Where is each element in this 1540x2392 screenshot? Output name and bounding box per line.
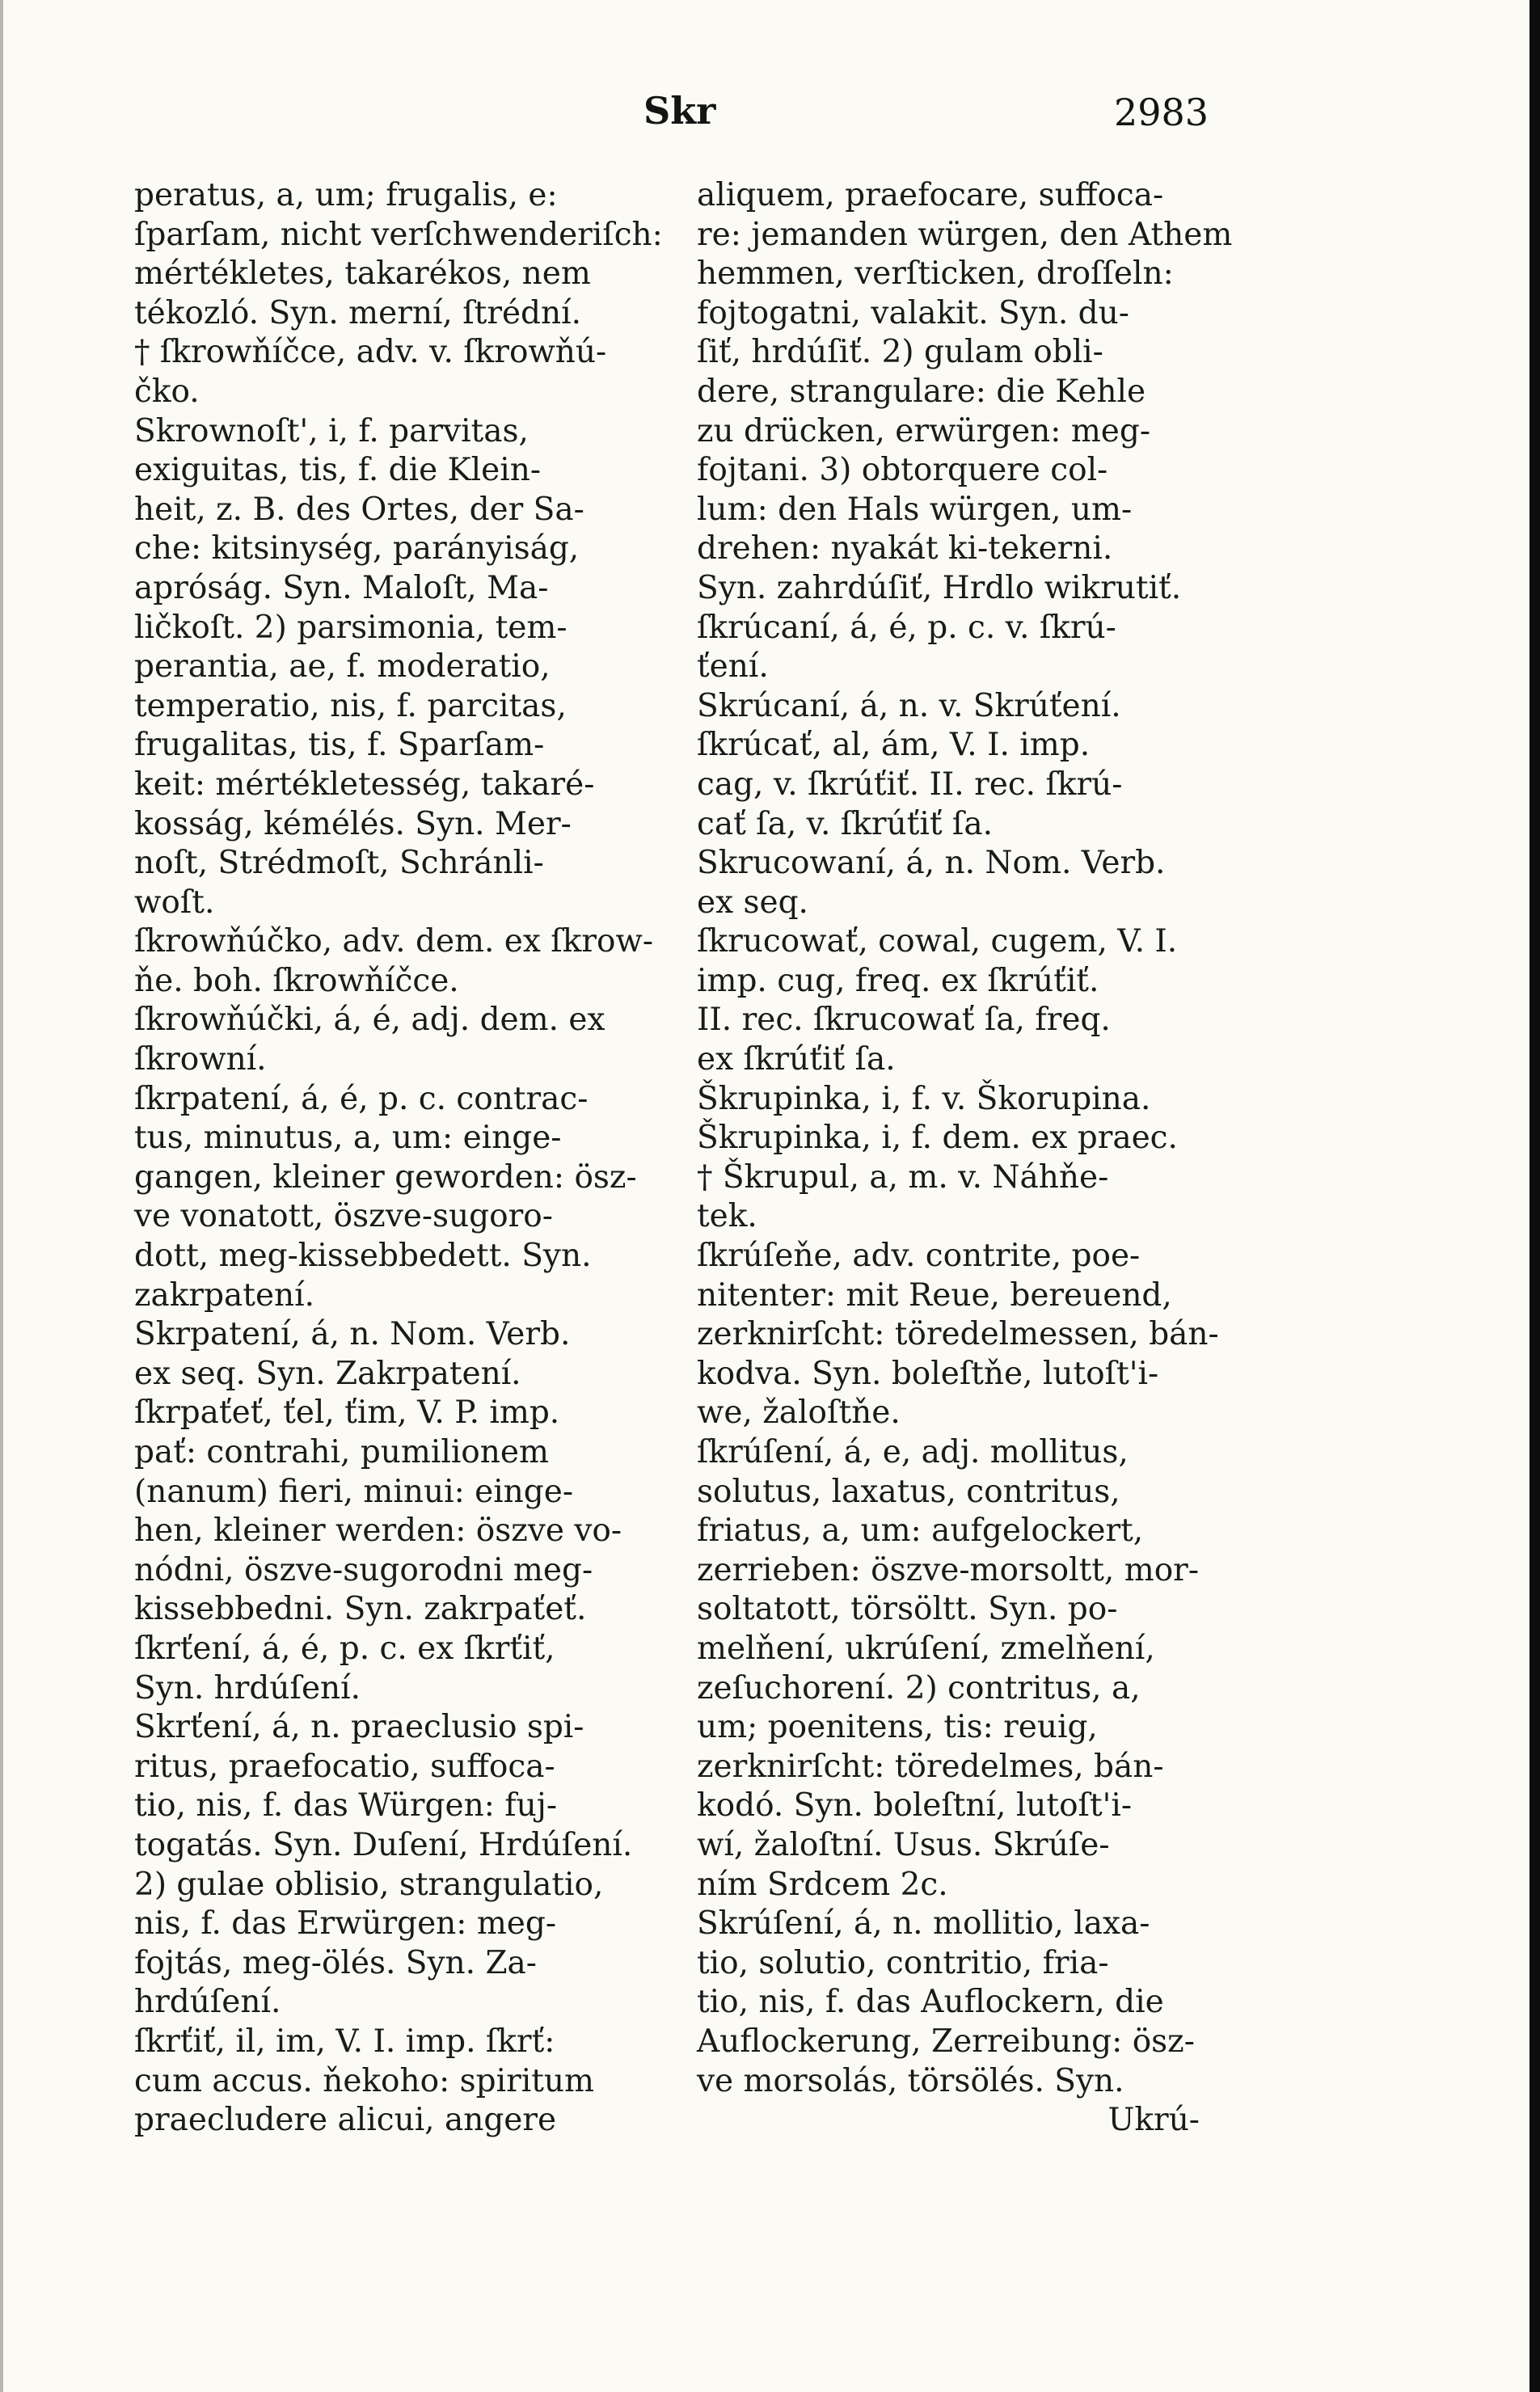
text-line: hrdúſení. — [134, 1984, 281, 2021]
text-line: kosság, kémélés. Syn. Mer- — [134, 805, 572, 842]
text-line: ličkoſt. 2) parsimonia, tem- — [134, 609, 567, 646]
page-left-edge — [0, 0, 3, 2392]
text-line: ſkrucowať, cowal, cugem, V. I. — [697, 923, 1178, 960]
text-line: čko. — [134, 373, 200, 410]
text-line: zerknirſcht: töredelmes, bán- — [697, 1748, 1164, 1785]
text-line: ex seq. Syn. Zakrpatení. — [134, 1355, 521, 1392]
text-line: cať ſa, v. ſkrúťiť ſa. — [697, 805, 993, 842]
text-line: Syn. hrdúſení. — [134, 1669, 361, 1706]
text-line: exiguitas, tis, f. die Klein- — [134, 452, 542, 489]
text-line: tek. — [697, 1198, 757, 1235]
text-line: ex seq. — [697, 884, 808, 921]
text-line: ſkrúcaní, á, é, p. c. v. ſkrú- — [697, 609, 1116, 646]
text-line: imp. cug, freq. ex ſkrúťiť. — [697, 962, 1099, 999]
text-line: ſkrpatení, á, é, p. c. contrac- — [134, 1080, 589, 1117]
text-line: dott, meg-kissebbedett. Syn. — [134, 1238, 592, 1275]
text-line: perantia, ae, f. moderatio, — [134, 648, 551, 686]
text-line: ſkrowňúčki, á, é, adj. dem. ex — [134, 1002, 605, 1039]
text-line: Skrúcaní, á, n. v. Skrúťení. — [697, 687, 1121, 724]
text-line: ním Srdcem 2c. — [697, 1866, 948, 1903]
text-line: noſt, Strédmoſt, Schránli- — [134, 845, 544, 882]
text-line: (nanum) fieri, minui: einge- — [134, 1473, 574, 1510]
text-line: ſkrúſeňe, adv. contrite, poe- — [697, 1238, 1141, 1275]
text-line: Skrťení, á, n. praeclusio spi- — [134, 1709, 584, 1746]
text-line: zeſuchorení. 2) contritus, a, — [697, 1669, 1141, 1706]
text-line: re: jemanden würgen, den Athem — [697, 216, 1233, 253]
text-line: ťení. — [697, 648, 769, 686]
text-line: tio, nis, f. das Auflockern, die — [697, 1984, 1164, 2021]
text-line: ſkrpaťeť, ťel, ťim, V. P. imp. — [134, 1394, 560, 1432]
text-line: hen, kleiner werden: öszve vo- — [134, 1512, 622, 1550]
text-line: tékozló. Syn. merní, ſtrédní. — [134, 294, 582, 331]
text-line: Syn. zahrdúſiť, Hrdlo wikrutiť. — [697, 569, 1182, 606]
text-line: Skrownoſt', i, f. parvitas, — [134, 412, 529, 449]
text-line: tio, nis, f. das Würgen: fuj- — [134, 1787, 558, 1825]
text-line: ſiť, hrdúſiť. 2) gulam obli- — [697, 334, 1103, 371]
text-line: wí, žaloſtní. Usus. Skrúſe- — [697, 1826, 1110, 1863]
text-line: hemmen, verſticken, droſſeln: — [697, 255, 1174, 293]
text-line: frugalitas, tis, f. Sparſam- — [134, 727, 545, 764]
text-line: friatus, a, um: aufgelockert, — [697, 1512, 1144, 1550]
text-line: Ukrú- — [1108, 2102, 1200, 2139]
text-line: zu drücken, erwürgen: meg- — [697, 412, 1151, 449]
text-line: apróság. Syn. Maloſt, Ma- — [134, 569, 549, 606]
text-line: aliquem, praefocare, suffoca- — [697, 177, 1164, 213]
text-line: ſkrťiť, il, im, V. I. imp. ſkrť: — [134, 2023, 555, 2060]
text-line: nis, f. das Erwürgen: meg- — [134, 1905, 557, 1943]
text-line: fojtogatni, valakit. Syn. du- — [697, 294, 1129, 331]
text-line: nódni, öszve-sugorodni meg- — [134, 1551, 593, 1588]
text-line: zerknirſcht: töredelmessen, bán- — [697, 1316, 1219, 1353]
text-line: mértékletes, takarékos, nem — [134, 255, 591, 293]
text-line: peratus, a, um; frugalis, e: — [134, 177, 558, 213]
text-line: Skrucowaní, á, n. Nom. Verb. — [697, 845, 1166, 882]
text-line: Auflockerung, Zerreibung: ösz- — [697, 2023, 1195, 2060]
running-head: Skr — [643, 89, 716, 133]
text-line: fojtás, meg-ölés. Syn. Za- — [134, 1944, 537, 1981]
text-line: heit, z. B. des Ortes, der Sa- — [134, 491, 584, 528]
right-column — [697, 176, 1233, 2141]
text-line: ſkrowňúčko, adv. dem. ex ſkrow- — [134, 923, 654, 960]
text-line: Škrupinka, i, f. v. Škorupina. — [697, 1080, 1151, 1117]
text-line: cum accus. ňekoho: spiritum — [134, 2062, 594, 2099]
text-line: temperatio, nis, f. parcitas, — [134, 687, 567, 724]
text-line: kodó. Syn. boleſtní, lutoſt'i- — [697, 1787, 1133, 1825]
text-line: ve morsolás, törsölés. Syn. — [697, 2062, 1124, 2099]
text-line: 2) gulae oblisio, strangulatio, — [134, 1866, 604, 1903]
text-line: ex ſkrúťiť ſa. — [697, 1041, 896, 1078]
text-line: keit: mértékletesség, takaré- — [134, 766, 595, 803]
text-line: Skrúſení, á, n. mollitio, laxa- — [697, 1905, 1150, 1943]
text-line: † ſkrowňíčce, adv. v. ſkrowňú- — [134, 334, 607, 371]
text-line: praecludere alicui, angere — [134, 2102, 557, 2139]
text-line: nitenter: mit Reue, bereuend, — [697, 1276, 1172, 1314]
text-line: kodva. Syn. boleſtňe, lutoſt'i- — [697, 1355, 1159, 1392]
text-line: ritus, praefocatio, suffoca- — [134, 1748, 555, 1785]
text-line: tio, solutio, contritio, fria- — [697, 1944, 1109, 1981]
text-line: Škrupinka, i, f. dem. ex praec. — [697, 1120, 1178, 1157]
text-line: ve vonatott, öszve-sugoro- — [134, 1198, 553, 1235]
text-line: solutus, laxatus, contritus, — [697, 1473, 1120, 1510]
text-line: ſparſam, nicht verſchwenderiſch: — [134, 216, 663, 253]
text-line: dere, strangulare: die Kehle — [697, 373, 1146, 410]
text-line: soltatott, törsöltt. Syn. po- — [697, 1591, 1118, 1628]
text-line: cag, v. ſkrúťiť. II. rec. ſkrú- — [697, 766, 1123, 803]
text-line: fojtani. 3) obtorquere col- — [697, 452, 1108, 489]
text-line: drehen: nyakát ki-tekerni. — [697, 530, 1113, 567]
text-line: zerrieben: öszve-morsoltt, mor- — [697, 1551, 1199, 1588]
text-line: we, žaloſtňe. — [697, 1394, 901, 1432]
text-line: ſkrúſení, á, e, adj. mollitus, — [697, 1434, 1129, 1470]
text-line: Skrpatení, á, n. Nom. Verb. — [134, 1316, 571, 1353]
text-line: zakrpatení. — [134, 1276, 315, 1314]
text-line: ňe. boh. ſkrowňíčce. — [134, 962, 459, 999]
left-column — [134, 176, 663, 2141]
text-line: melňení, ukrúſení, zmelňení, — [697, 1630, 1155, 1667]
text-line: tus, minutus, a, um: einge- — [134, 1120, 562, 1157]
page-number: 2983 — [1114, 91, 1209, 134]
text-line: II. rec. ſkrucowať ſa, freq. — [697, 1002, 1111, 1039]
text-line: ſkrúcať, al, ám, V. I. imp. — [697, 727, 1091, 764]
text-line: lum: den Hals würgen, um- — [697, 491, 1133, 528]
text-line: ſkrowní. — [134, 1041, 267, 1078]
text-line: † Škrupul, a, m. v. Náhňe- — [697, 1158, 1109, 1196]
text-line: kissebbedni. Syn. zakrpaťeť. — [134, 1591, 587, 1628]
text-line: woſt. — [134, 884, 215, 921]
text-line: um; poenitens, tis: reuig, — [697, 1709, 1098, 1746]
text-line: che: kitsinység, parányiság, — [134, 530, 580, 567]
scan-border — [1529, 0, 1540, 2392]
text-line: togatás. Syn. Duſení, Hrdúſení. — [134, 1826, 633, 1863]
text-line: pať: contrahi, pumilionem — [134, 1434, 549, 1470]
text-line: ſkrťení, á, é, p. c. ex ſkrťiť, — [134, 1630, 555, 1667]
text-line: gangen, kleiner geworden: ösz- — [134, 1158, 637, 1196]
